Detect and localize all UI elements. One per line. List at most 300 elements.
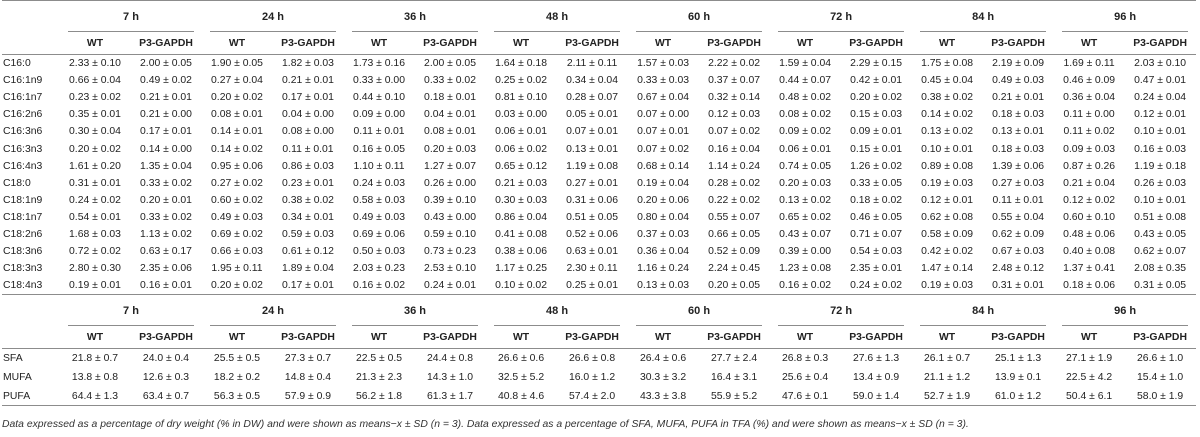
wt-header: WT xyxy=(939,331,956,343)
wt-header: WT xyxy=(796,37,814,49)
wt-value-cell: 1.73 ± 0.16 xyxy=(353,58,405,70)
wt-value-cell: 0.24 ± 0.02 xyxy=(69,194,121,206)
wt-value-cell: 0.21 ± 0.04 xyxy=(1063,177,1116,189)
p3-gapdh-value-cell: 0.26 ± 0.00 xyxy=(424,177,476,189)
p3-gapdh-value-cell: 2.22 ± 0.02 xyxy=(708,58,761,70)
wt-value-cell: 0.23 ± 0.02 xyxy=(69,92,121,104)
table-row xyxy=(2,192,1196,209)
wt-value-cell: 0.07 ± 0.00 xyxy=(637,109,690,121)
p3-gapdh-value-cell: 0.13 ± 0.01 xyxy=(992,126,1045,138)
strain-header-row xyxy=(2,32,1196,55)
wt-value-cell: 0.41 ± 0.08 xyxy=(495,228,547,240)
wt-value-cell: 0.48 ± 0.06 xyxy=(1063,228,1116,240)
wt-value-cell: 0.16 ± 0.02 xyxy=(779,280,832,292)
table-row xyxy=(2,226,1196,243)
time-header: 24 h xyxy=(202,295,344,327)
wt-value-cell: 27.1 ± 1.9 xyxy=(1066,353,1113,365)
p3-gapdh-value-cell: 0.24 ± 0.02 xyxy=(850,280,903,292)
p3-gapdh-value-cell: 0.28 ± 0.02 xyxy=(708,177,761,189)
wt-value-cell: 0.20 ± 0.02 xyxy=(69,143,121,155)
wt-value-cell: 50.4 ± 6.1 xyxy=(1066,390,1113,402)
wt-value-cell: 0.68 ± 0.14 xyxy=(637,160,690,172)
time-header: 84 h xyxy=(912,295,1054,327)
p3-gapdh-value-cell: 0.20 ± 0.05 xyxy=(708,280,761,292)
wt-value-cell: 0.16 ± 0.05 xyxy=(353,143,405,155)
p3-gapdh-value-cell: 59.0 ± 1.4 xyxy=(852,390,900,402)
p3-gapdh-value-cell: 0.17 ± 0.01 xyxy=(282,280,334,292)
wt-value-cell: 22.5 ± 4.2 xyxy=(1066,371,1113,383)
p3-gapdh-value-cell: 16.4 ± 3.1 xyxy=(710,371,758,383)
wt-value-cell: 0.09 ± 0.00 xyxy=(353,109,405,121)
p3-gapdh-value-cell: 0.27 ± 0.03 xyxy=(992,177,1045,189)
p3-gapdh-header: P3-GAPDH xyxy=(849,37,903,49)
p3-gapdh-value-cell: 0.62 ± 0.07 xyxy=(1134,246,1187,258)
p3-gapdh-value-cell: 2.29 ± 0.15 xyxy=(850,58,903,70)
wt-value-cell: 1.90 ± 0.05 xyxy=(211,58,263,70)
wt-value-cell: 0.48 ± 0.02 xyxy=(779,92,832,104)
p3-gapdh-value-cell: 0.55 ± 0.07 xyxy=(708,211,761,223)
time-header: 48 h xyxy=(486,1,628,33)
wt-value-cell: 0.06 ± 0.01 xyxy=(495,126,547,138)
p3-gapdh-value-cell: 0.43 ± 0.00 xyxy=(424,211,476,223)
wt-value-cell: 0.27 ± 0.02 xyxy=(211,177,263,189)
wt-value-cell: 25.6 ± 0.4 xyxy=(781,371,829,383)
wt-value-cell: 0.14 ± 0.02 xyxy=(921,109,974,121)
row-label: C16:4n3 xyxy=(3,160,43,172)
p3-gapdh-value-cell: 2.00 ± 0.05 xyxy=(140,58,192,70)
wt-value-cell: 0.80 ± 0.04 xyxy=(637,211,690,223)
row-label: C16:3n3 xyxy=(3,143,43,155)
wt-value-cell: 0.11 ± 0.00 xyxy=(1063,109,1115,121)
p3-gapdh-value-cell: 0.38 ± 0.02 xyxy=(282,194,334,206)
p3-gapdh-value-cell: 2.00 ± 0.05 xyxy=(424,58,476,70)
p3-gapdh-value-cell: 57.9 ± 0.9 xyxy=(284,390,332,402)
p3-gapdh-value-cell: 2.11 ± 0.11 xyxy=(566,58,618,70)
wt-value-cell: 21.1 ± 1.2 xyxy=(924,371,971,383)
wt-value-cell: 0.14 ± 0.02 xyxy=(211,143,263,155)
p3-gapdh-value-cell: 0.86 ± 0.03 xyxy=(282,160,334,172)
p3-gapdh-value-cell: 0.11 ± 0.01 xyxy=(992,194,1044,206)
row-label: C18:4n3 xyxy=(3,280,43,292)
p3-gapdh-header: P3-GAPDH xyxy=(707,331,761,343)
p3-gapdh-value-cell: 0.15 ± 0.01 xyxy=(850,143,903,155)
p3-gapdh-value-cell: 0.15 ± 0.03 xyxy=(850,109,903,121)
p3-gapdh-value-cell: 2.53 ± 0.10 xyxy=(424,263,476,275)
wt-value-cell: 0.67 ± 0.04 xyxy=(637,92,690,104)
corner-cell xyxy=(2,295,60,327)
p3-gapdh-value-cell: 0.14 ± 0.00 xyxy=(140,143,192,155)
row-label: C18:3n6 xyxy=(3,246,43,258)
p3-gapdh-value-cell: 0.16 ± 0.03 xyxy=(1134,143,1187,155)
wt-value-cell: 1.64 ± 0.18 xyxy=(495,58,547,70)
wt-value-cell: 0.87 ± 0.26 xyxy=(1063,160,1116,172)
corner-cell xyxy=(2,326,60,349)
wt-value-cell: 26.4 ± 0.6 xyxy=(639,353,687,365)
p3-gapdh-value-cell: 13.9 ± 0.1 xyxy=(995,371,1042,383)
wt-header: WT xyxy=(654,37,672,49)
row-label: C18:3n3 xyxy=(3,263,43,275)
p3-gapdh-value-cell: 0.20 ± 0.02 xyxy=(850,92,903,104)
wt-value-cell: 56.3 ± 0.5 xyxy=(213,390,261,402)
p3-gapdh-value-cell: 0.31 ± 0.06 xyxy=(566,194,618,206)
table-row xyxy=(2,55,1196,73)
wt-value-cell: 0.14 ± 0.01 xyxy=(211,126,263,138)
p3-gapdh-value-cell: 0.09 ± 0.01 xyxy=(850,126,903,138)
wt-value-cell: 0.69 ± 0.02 xyxy=(211,228,263,240)
p3-gapdh-value-cell: 0.20 ± 0.03 xyxy=(424,143,476,155)
p3-gapdh-value-cell: 15.4 ± 1.0 xyxy=(1137,371,1184,383)
p3-gapdh-value-cell: 0.23 ± 0.01 xyxy=(282,177,334,189)
wt-value-cell: 0.66 ± 0.04 xyxy=(69,75,121,87)
p3-gapdh-value-cell: 2.35 ± 0.06 xyxy=(140,263,192,275)
p3-gapdh-header: P3-GAPDH xyxy=(1133,37,1187,49)
p3-gapdh-value-cell: 0.62 ± 0.09 xyxy=(992,228,1045,240)
wt-value-cell: 25.5 ± 0.5 xyxy=(213,353,261,365)
table-footnote: Data expressed as a percentage of dry weight (% in DW) and were shown as means−x ± SD (n = 3). Data expressed as a percentage of SFA, MUFA, PUFA in TFA (%) and were shown as means−x ± SD (n = 3). xyxy=(2,419,969,430)
p3-gapdh-value-cell: 0.08 ± 0.01 xyxy=(424,126,476,138)
p3-gapdh-header: P3-GAPDH xyxy=(565,331,619,343)
wt-value-cell: 0.38 ± 0.02 xyxy=(921,92,974,104)
wt-value-cell: 0.50 ± 0.03 xyxy=(353,246,405,258)
wt-value-cell: 0.20 ± 0.06 xyxy=(637,194,690,206)
wt-value-cell: 0.13 ± 0.02 xyxy=(779,194,832,206)
p3-gapdh-value-cell: 2.08 ± 0.35 xyxy=(1134,263,1187,275)
wt-value-cell: 1.59 ± 0.04 xyxy=(779,58,832,70)
p3-gapdh-value-cell: 0.17 ± 0.01 xyxy=(140,126,192,138)
p3-gapdh-value-cell: 0.17 ± 0.01 xyxy=(282,92,334,104)
wt-header: WT xyxy=(1081,37,1098,49)
wt-value-cell: 0.65 ± 0.12 xyxy=(495,160,547,172)
wt-value-cell: 1.16 ± 0.24 xyxy=(637,263,690,275)
p3-gapdh-value-cell: 0.43 ± 0.05 xyxy=(1134,228,1187,240)
wt-value-cell: 0.95 ± 0.06 xyxy=(211,160,263,172)
wt-value-cell: 2.80 ± 0.30 xyxy=(69,263,121,275)
wt-value-cell: 0.45 ± 0.04 xyxy=(921,75,974,87)
wt-value-cell: 0.81 ± 0.10 xyxy=(495,92,547,104)
wt-value-cell: 0.54 ± 0.01 xyxy=(69,211,121,223)
table-row xyxy=(2,106,1196,123)
wt-value-cell: 1.17 ± 0.25 xyxy=(495,263,547,275)
wt-value-cell: 0.12 ± 0.02 xyxy=(1063,194,1116,206)
p3-gapdh-value-cell: 0.25 ± 0.01 xyxy=(566,280,618,292)
p3-gapdh-value-cell: 0.16 ± 0.04 xyxy=(708,143,761,155)
wt-value-cell: 26.8 ± 0.3 xyxy=(781,353,829,365)
p3-gapdh-value-cell: 0.21 ± 0.01 xyxy=(282,75,334,87)
table-row xyxy=(2,89,1196,106)
p3-gapdh-value-cell: 1.19 ± 0.18 xyxy=(1134,160,1187,172)
wt-value-cell: 0.31 ± 0.01 xyxy=(69,177,121,189)
wt-value-cell: 0.36 ± 0.04 xyxy=(637,246,690,258)
table-row xyxy=(2,243,1196,260)
p3-gapdh-value-cell: 0.26 ± 0.03 xyxy=(1134,177,1187,189)
p3-gapdh-value-cell: 1.89 ± 0.04 xyxy=(282,263,334,275)
p3-gapdh-value-cell: 2.30 ± 0.11 xyxy=(566,263,618,275)
p3-gapdh-value-cell: 0.66 ± 0.05 xyxy=(708,228,761,240)
p3-gapdh-value-cell: 0.28 ± 0.07 xyxy=(566,92,618,104)
p3-gapdh-value-cell: 2.24 ± 0.45 xyxy=(708,263,761,275)
table-row xyxy=(2,123,1196,140)
wt-header: WT xyxy=(939,37,956,49)
p3-gapdh-value-cell: 0.07 ± 0.01 xyxy=(566,126,618,138)
wt-value-cell: 0.10 ± 0.02 xyxy=(495,280,547,292)
p3-gapdh-value-cell: 27.7 ± 2.4 xyxy=(710,353,758,365)
wt-value-cell: 0.58 ± 0.03 xyxy=(353,194,405,206)
wt-value-cell: 52.7 ± 1.9 xyxy=(924,390,971,402)
p3-gapdh-header: P3-GAPDH xyxy=(423,37,477,49)
p3-gapdh-value-cell: 27.6 ± 1.3 xyxy=(852,353,900,365)
p3-gapdh-value-cell: 58.0 ± 1.9 xyxy=(1137,390,1184,402)
wt-value-cell: 0.46 ± 0.09 xyxy=(1063,75,1116,87)
p3-gapdh-value-cell: 16.0 ± 1.2 xyxy=(568,371,616,383)
p3-gapdh-value-cell: 0.33 ± 0.02 xyxy=(140,211,192,223)
p3-gapdh-value-cell: 1.35 ± 0.04 xyxy=(140,160,192,172)
wt-header: WT xyxy=(370,331,388,343)
row-label: C16:3n6 xyxy=(3,126,43,138)
p3-gapdh-value-cell: 0.31 ± 0.05 xyxy=(1134,280,1187,292)
table-row xyxy=(2,260,1196,277)
row-label: SFA xyxy=(3,353,23,365)
wt-value-cell: 0.33 ± 0.00 xyxy=(353,75,405,87)
table-row xyxy=(2,387,1196,406)
p3-gapdh-value-cell: 0.31 ± 0.01 xyxy=(992,280,1045,292)
corner-cell xyxy=(2,1,60,33)
p3-gapdh-value-cell: 0.37 ± 0.07 xyxy=(708,75,761,87)
wt-value-cell: 22.5 ± 0.5 xyxy=(355,353,403,365)
p3-gapdh-value-cell: 0.24 ± 0.01 xyxy=(424,280,476,292)
p3-gapdh-value-cell: 0.18 ± 0.01 xyxy=(424,92,476,104)
wt-header: WT xyxy=(228,331,246,343)
p3-gapdh-value-cell: 0.32 ± 0.14 xyxy=(708,92,761,104)
wt-value-cell: 0.60 ± 0.10 xyxy=(1063,211,1116,223)
time-header-row xyxy=(2,1,1196,33)
p3-gapdh-header: P3-GAPDH xyxy=(707,37,761,49)
table-row xyxy=(2,277,1196,295)
wt-value-cell: 0.65 ± 0.02 xyxy=(779,211,832,223)
wt-value-cell: 0.49 ± 0.03 xyxy=(211,211,263,223)
p3-gapdh-value-cell: 0.34 ± 0.04 xyxy=(566,75,618,87)
p3-gapdh-value-cell: 55.9 ± 5.2 xyxy=(710,390,758,402)
p3-gapdh-header: P3-GAPDH xyxy=(565,37,619,49)
p3-gapdh-value-cell: 24.0 ± 0.4 xyxy=(142,353,190,365)
p3-gapdh-value-cell: 0.24 ± 0.04 xyxy=(1134,92,1187,104)
p3-gapdh-value-cell: 13.4 ± 0.9 xyxy=(852,371,900,383)
time-header: 60 h xyxy=(628,1,770,33)
table-row xyxy=(2,175,1196,192)
row-label: C18:0 xyxy=(3,177,31,189)
p3-gapdh-header: P3-GAPDH xyxy=(281,331,335,343)
time-header: 72 h xyxy=(770,1,912,33)
wt-value-cell: 0.40 ± 0.08 xyxy=(1063,246,1116,258)
p3-gapdh-header: P3-GAPDH xyxy=(1133,331,1187,343)
wt-value-cell: 0.20 ± 0.02 xyxy=(211,92,263,104)
strain-header-row xyxy=(2,326,1196,349)
wt-value-cell: 2.33 ± 0.10 xyxy=(69,58,121,70)
wt-value-cell: 0.43 ± 0.07 xyxy=(779,228,832,240)
p3-gapdh-value-cell: 26.6 ± 1.0 xyxy=(1137,353,1184,365)
p3-gapdh-value-cell: 0.52 ± 0.06 xyxy=(566,228,618,240)
wt-value-cell: 0.86 ± 0.04 xyxy=(495,211,547,223)
time-header: 36 h xyxy=(344,295,486,327)
wt-value-cell: 0.58 ± 0.09 xyxy=(921,228,974,240)
wt-value-cell: 0.21 ± 0.03 xyxy=(495,177,547,189)
p3-gapdh-value-cell: 0.51 ± 0.08 xyxy=(1134,211,1187,223)
wt-header: WT xyxy=(1081,331,1098,343)
wt-value-cell: 40.8 ± 4.6 xyxy=(497,390,545,402)
p3-gapdh-header: P3-GAPDH xyxy=(281,37,335,49)
row-label: C16:1n9 xyxy=(3,75,43,87)
p3-gapdh-value-cell: 1.82 ± 0.03 xyxy=(282,58,334,70)
p3-gapdh-value-cell: 61.0 ± 1.2 xyxy=(995,390,1042,402)
p3-gapdh-value-cell: 0.12 ± 0.03 xyxy=(708,109,761,121)
wt-value-cell: 1.75 ± 0.08 xyxy=(921,58,974,70)
time-header-row xyxy=(2,295,1196,327)
table-row xyxy=(2,72,1196,89)
p3-gapdh-value-cell: 0.49 ± 0.02 xyxy=(140,75,192,87)
p3-gapdh-value-cell: 0.47 ± 0.01 xyxy=(1134,75,1187,87)
p3-gapdh-value-cell: 0.63 ± 0.01 xyxy=(566,246,618,258)
wt-header: WT xyxy=(370,37,388,49)
wt-value-cell: 0.69 ± 0.06 xyxy=(353,228,405,240)
wt-value-cell: 0.06 ± 0.01 xyxy=(779,143,832,155)
wt-value-cell: 1.95 ± 0.11 xyxy=(211,263,263,275)
p3-gapdh-value-cell: 61.3 ± 1.7 xyxy=(426,390,474,402)
wt-value-cell: 0.08 ± 0.02 xyxy=(779,109,832,121)
wt-value-cell: 0.20 ± 0.03 xyxy=(779,177,832,189)
p3-gapdh-value-cell: 0.33 ± 0.02 xyxy=(140,177,192,189)
p3-gapdh-value-cell: 1.39 ± 0.06 xyxy=(992,160,1045,172)
wt-value-cell: 0.66 ± 0.03 xyxy=(211,246,263,258)
wt-value-cell: 26.1 ± 0.7 xyxy=(924,353,971,365)
row-label: MUFA xyxy=(3,371,32,383)
p3-gapdh-value-cell: 0.22 ± 0.02 xyxy=(708,194,761,206)
wt-value-cell: 1.68 ± 0.03 xyxy=(69,228,121,240)
wt-value-cell: 18.2 ± 0.2 xyxy=(213,371,261,383)
table-row xyxy=(2,368,1196,387)
wt-value-cell: 47.6 ± 0.1 xyxy=(781,390,829,402)
wt-value-cell: 26.6 ± 0.6 xyxy=(497,353,545,365)
wt-value-cell: 30.3 ± 3.2 xyxy=(639,371,687,383)
wt-value-cell: 0.24 ± 0.03 xyxy=(353,177,405,189)
wt-header: WT xyxy=(512,37,530,49)
p3-gapdh-header: P3-GAPDH xyxy=(139,37,193,49)
time-header: 96 h xyxy=(1054,295,1196,327)
p3-gapdh-value-cell: 2.03 ± 0.10 xyxy=(1134,58,1187,70)
p3-gapdh-value-cell: 14.8 ± 0.4 xyxy=(284,371,332,383)
wt-header: WT xyxy=(512,331,530,343)
time-header: 24 h xyxy=(202,1,344,33)
wt-value-cell: 0.60 ± 0.02 xyxy=(211,194,263,206)
wt-value-cell: 0.07 ± 0.01 xyxy=(637,126,690,138)
p3-gapdh-value-cell: 1.19 ± 0.08 xyxy=(566,160,618,172)
time-header: 7 h xyxy=(60,1,202,33)
p3-gapdh-value-cell: 0.55 ± 0.04 xyxy=(992,211,1045,223)
wt-value-cell: 0.42 ± 0.02 xyxy=(921,246,974,258)
p3-gapdh-value-cell: 0.12 ± 0.01 xyxy=(1134,109,1187,121)
wt-value-cell: 0.09 ± 0.03 xyxy=(1063,143,1116,155)
p3-gapdh-value-cell: 0.11 ± 0.01 xyxy=(282,143,334,155)
wt-value-cell: 0.44 ± 0.07 xyxy=(779,75,832,87)
wt-value-cell: 0.20 ± 0.02 xyxy=(211,280,263,292)
wt-value-cell: 0.13 ± 0.02 xyxy=(921,126,974,138)
wt-value-cell: 56.2 ± 1.8 xyxy=(355,390,403,402)
p3-gapdh-value-cell: 57.4 ± 2.0 xyxy=(568,390,616,402)
p3-gapdh-value-cell: 2.48 ± 0.12 xyxy=(992,263,1045,275)
wt-value-cell: 0.30 ± 0.03 xyxy=(495,194,547,206)
p3-gapdh-value-cell: 0.63 ± 0.17 xyxy=(140,246,192,258)
wt-value-cell: 0.18 ± 0.06 xyxy=(1063,280,1116,292)
p3-gapdh-value-cell: 0.18 ± 0.03 xyxy=(992,109,1045,121)
wt-value-cell: 1.61 ± 0.20 xyxy=(69,160,121,172)
p3-gapdh-header: P3-GAPDH xyxy=(991,37,1045,49)
wt-value-cell: 0.27 ± 0.04 xyxy=(211,75,263,87)
row-label: C16:0 xyxy=(3,58,31,70)
p3-gapdh-value-cell: 1.26 ± 0.02 xyxy=(850,160,903,172)
wt-value-cell: 1.37 ± 0.41 xyxy=(1063,263,1116,275)
time-header: 7 h xyxy=(60,295,202,327)
row-label: C16:1n7 xyxy=(3,92,43,104)
p3-gapdh-value-cell: 0.49 ± 0.03 xyxy=(992,75,1045,87)
wt-value-cell: 0.36 ± 0.04 xyxy=(1063,92,1116,104)
wt-value-cell: 0.19 ± 0.01 xyxy=(69,280,121,292)
wt-value-cell: 0.19 ± 0.04 xyxy=(637,177,690,189)
p3-gapdh-value-cell: 0.61 ± 0.12 xyxy=(282,246,334,258)
wt-value-cell: 1.10 ± 0.11 xyxy=(353,160,405,172)
p3-gapdh-value-cell: 0.16 ± 0.01 xyxy=(140,280,192,292)
p3-gapdh-value-cell: 0.07 ± 0.02 xyxy=(708,126,761,138)
wt-header: WT xyxy=(654,331,672,343)
wt-value-cell: 0.38 ± 0.06 xyxy=(495,246,547,258)
p3-gapdh-value-cell: 0.73 ± 0.23 xyxy=(424,246,476,258)
wt-value-cell: 0.09 ± 0.02 xyxy=(779,126,832,138)
wt-value-cell: 0.89 ± 0.08 xyxy=(921,160,974,172)
wt-value-cell: 0.07 ± 0.02 xyxy=(637,143,690,155)
p3-gapdh-value-cell: 0.52 ± 0.09 xyxy=(708,246,761,258)
p3-gapdh-value-cell: 0.67 ± 0.03 xyxy=(992,246,1045,258)
p3-gapdh-value-cell: 0.18 ± 0.03 xyxy=(992,143,1045,155)
p3-gapdh-value-cell: 0.21 ± 0.00 xyxy=(140,109,192,121)
p3-gapdh-value-cell: 12.6 ± 0.3 xyxy=(142,371,190,383)
wt-value-cell: 0.16 ± 0.02 xyxy=(353,280,405,292)
p3-gapdh-value-cell: 0.10 ± 0.01 xyxy=(1134,126,1187,138)
p3-gapdh-value-cell: 26.6 ± 0.8 xyxy=(568,353,616,365)
table-row xyxy=(2,349,1196,368)
wt-value-cell: 21.8 ± 0.7 xyxy=(71,353,119,365)
wt-value-cell: 2.03 ± 0.23 xyxy=(353,263,405,275)
p3-gapdh-header: P3-GAPDH xyxy=(991,331,1045,343)
wt-value-cell: 0.19 ± 0.03 xyxy=(921,280,974,292)
wt-value-cell: 1.47 ± 0.14 xyxy=(921,263,974,275)
row-label: C16:2n6 xyxy=(3,109,43,121)
p3-gapdh-value-cell: 0.04 ± 0.00 xyxy=(282,109,334,121)
time-header: 48 h xyxy=(486,295,628,327)
row-label: C18:1n9 xyxy=(3,194,43,206)
wt-value-cell: 0.35 ± 0.01 xyxy=(69,109,121,121)
wt-value-cell: 0.37 ± 0.03 xyxy=(637,228,690,240)
p3-gapdh-value-cell: 0.21 ± 0.01 xyxy=(992,92,1045,104)
wt-value-cell: 13.8 ± 0.8 xyxy=(71,371,119,383)
p3-gapdh-value-cell: 2.35 ± 0.01 xyxy=(850,263,903,275)
wt-header: WT xyxy=(86,37,104,49)
time-header: 84 h xyxy=(912,1,1054,33)
p3-gapdh-value-cell: 24.4 ± 0.8 xyxy=(426,353,474,365)
p3-gapdh-value-cell: 25.1 ± 1.3 xyxy=(995,353,1042,365)
wt-value-cell: 0.39 ± 0.00 xyxy=(779,246,832,258)
p3-gapdh-value-cell: 0.59 ± 0.03 xyxy=(282,228,334,240)
wt-value-cell: 1.23 ± 0.08 xyxy=(779,263,832,275)
wt-value-cell: 0.30 ± 0.04 xyxy=(69,126,121,138)
p3-gapdh-value-cell: 0.33 ± 0.02 xyxy=(424,75,476,87)
table-row xyxy=(2,140,1196,157)
